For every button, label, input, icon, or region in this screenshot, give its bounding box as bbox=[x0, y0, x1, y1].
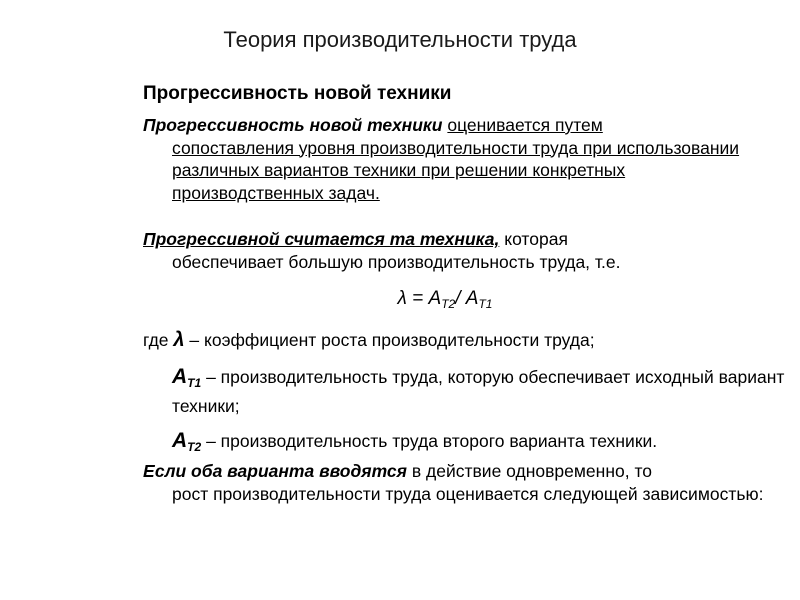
formula-mid: / А bbox=[455, 288, 479, 309]
paragraph-text-rest: обеспечивает большую производительность труда, т.е. bbox=[172, 251, 621, 272]
definition-at1 bbox=[172, 366, 792, 417]
paragraph-where bbox=[143, 329, 783, 352]
symbol-a bbox=[172, 365, 201, 388]
paragraph-text-line1: которая bbox=[504, 229, 568, 249]
symbol-subscript: Т2 bbox=[187, 440, 202, 454]
slide-title: Теория производительности труда bbox=[223, 27, 577, 52]
term-progressive: Прогрессивной считается та техника, bbox=[143, 229, 500, 249]
definition-text: – производительность труда второго варианта техники. bbox=[206, 431, 658, 451]
paragraph-progressive-technique bbox=[143, 228, 763, 273]
symbol-letter: А bbox=[172, 365, 188, 388]
definition-text: – производительность труда, которую обеспечивает исходный вариант техники; bbox=[172, 367, 785, 416]
symbol-letter: А bbox=[172, 429, 188, 452]
paragraph-first-line bbox=[143, 460, 783, 483]
formula-subscript-t1: Т1 bbox=[478, 297, 493, 311]
paragraph-text-rest: сопоставления уровня производительности труда при использовании различных вариантов техники при решении конкретных производственных задач. bbox=[172, 137, 740, 203]
section-heading: Прогрессивность новой техники bbox=[143, 83, 452, 104]
paragraph-first-line bbox=[143, 114, 763, 137]
where-text: – коэффициент роста производительности труда; bbox=[189, 330, 595, 350]
formula bbox=[0, 288, 800, 311]
paragraph-text-rest: рост производительности труда оценивается следующей зависимостью: bbox=[172, 483, 764, 504]
symbol-subscript: Т1 bbox=[187, 376, 202, 390]
term-progressiveness: Прогрессивность новой техники bbox=[143, 115, 443, 135]
lambda-symbol: λ bbox=[173, 329, 185, 351]
term-simultaneous: Если оба варианта вводятся bbox=[143, 461, 407, 481]
paragraph-first-line bbox=[143, 228, 763, 251]
formula-lhs: λ = А bbox=[397, 288, 442, 309]
paragraph-text-line1: оценивается путем bbox=[447, 115, 603, 135]
where-prefix: где bbox=[143, 330, 169, 350]
symbol-a bbox=[172, 429, 201, 452]
definition-at2 bbox=[172, 430, 792, 459]
formula-subscript-t2: Т2 bbox=[441, 297, 456, 311]
paragraph-simultaneous bbox=[143, 460, 783, 505]
paragraph-progressiveness bbox=[143, 114, 763, 204]
paragraph-text-line1: в действие одновременно, то bbox=[411, 461, 652, 481]
